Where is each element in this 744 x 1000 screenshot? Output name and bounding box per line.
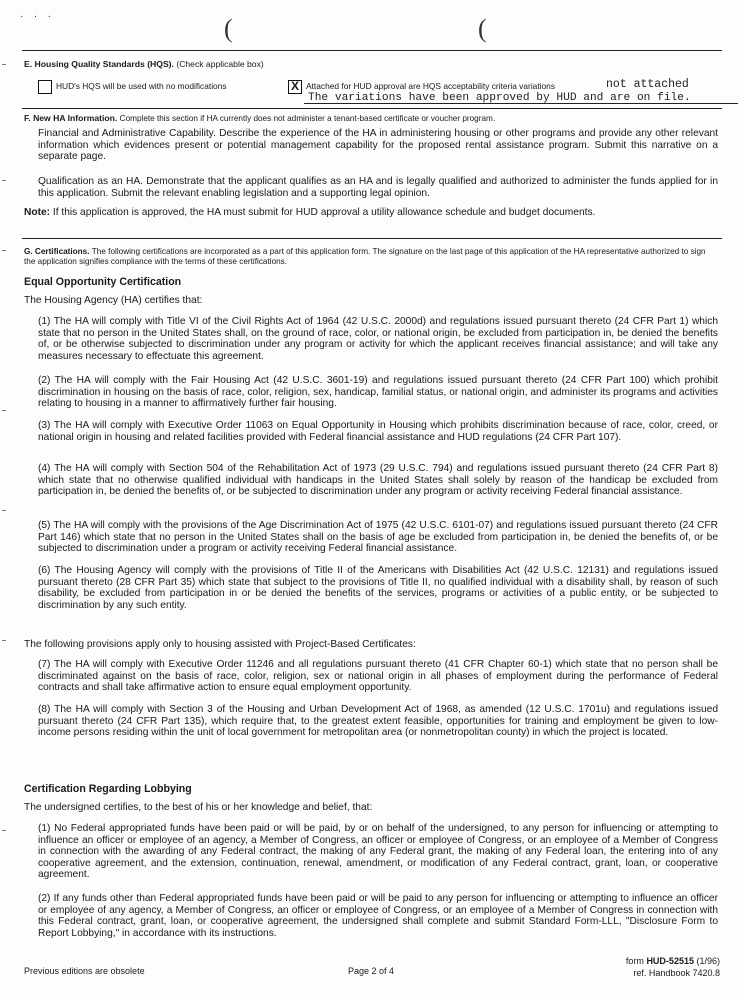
scan-artifact-paren-right: ( [478, 14, 487, 43]
scan-edge-mark [2, 410, 6, 411]
typed-not-attached: not attached [606, 78, 689, 91]
section-f-title: F. New HA Information. Complete this section if HA currently does not administer a tenant-based certificate or voucher program. [24, 113, 496, 123]
footer-form-id: form HUD-52515 (1/96) [625, 956, 720, 966]
section-e-title: E. Housing Quality Standards (HQS). (Check applicable box) [24, 59, 264, 69]
scan-edge-mark [2, 640, 6, 641]
hqs-variations-label: Attached for HUD approval are HQS acceptability criteria variations [306, 81, 556, 91]
lobbying-item-1: (1) No Federal appropriated funds have been paid or will be paid, by or on behalf of the undersigned, to any person for influencing or attempting to influence an officer or employee of an agency, a Member of Congress, an officer or employee of Congress, or an employee of a Member of Congress in connection with the awarding of any Federal contract, the making of any Federal grant, the making of any Federal loan, the entering into of any cooperative agreement, and the extension, continuation, renewal, amendment, or modification of any Federal contract, grant, loan, or cooperative agreement. [38, 823, 718, 881]
eo-item-2: (2) The HA will comply with the Fair Housing Act (42 U.S.C. 3601-19) and regulations issued pursuant thereto (24 CFR Part 100) which prohibit discrimination in housing on the basis of race, color, religion, sex, handicap, familial status, or national origin, and administer its programs and activities relating to housing in a manner to affirmatively further fair housing. [38, 375, 718, 410]
section-g-title: G. Certifications. The following certifications are incorporated as a part of this application form. The signature on the last page of this application of the HA representative authorized to sign the application signifies compliance with the terms of these certifications. [24, 247, 706, 266]
lobbying-heading: Certification Regarding Lobbying [24, 783, 192, 795]
note-paragraph [24, 207, 718, 219]
scan-edge-mark [2, 830, 6, 831]
hqs-variations-checkbox[interactable]: X [288, 80, 302, 94]
financial-capability-paragraph: Financial and Administrative Capability. Describe the experience of the HA in administering housing or other programs and provide any other relevant information which evidences present or potential management capability for the proposed rental assistance program. Submit this narrative on a separate page. [38, 128, 718, 163]
pbc-item-8: (8) The HA will comply with Section 3 of the Housing and Urban Development Act of 1968, as amended (12 U.S.C. 1701u) and regulations issued pursuant thereto (24 CFR Part 135), which require that, to the greatest extent feasible, opportunities for training and employment be given to low-income persons residing within the unit of local government for metropolitan area (or nonmetropolitan county) in which the project is located. [38, 704, 718, 739]
qualification-paragraph: Qualification as an HA. Demonstrate that the applicant qualifies as an HA and is legally qualified and authorized to administer the funds applied for in this application. Submit the relevant enabling legislation and a supporting legal opinion. [38, 176, 718, 199]
note-text: If this application is approved, the HA must submit for HUD approval a utility allowance schedule and budget documents. [52, 207, 596, 218]
equal-opportunity-intro: The Housing Agency (HA) certifies that: [24, 295, 203, 306]
footer-obsolete-note: Previous editions are obsolete [24, 966, 145, 976]
scan-edge-mark [2, 64, 6, 65]
scan-edge-mark [2, 510, 6, 511]
eo-item-6: (6) The Housing Agency will comply with the provisions of Title II of the Americans with Disabilities Act (42 U.S.C. 12131) and regulations issued pursuant thereto (28 CFR Part 35) which state that subject to the provisions of Title II, no qualified individual with a disability shall, by reason of such disability, be excluded from participation in or be denied the benefits of the services, programs or activities of a public entity, or be subjected to discrimination by any such entity. [38, 565, 718, 611]
hqs-no-modifications-checkbox[interactable] [38, 80, 52, 94]
note-label: Note: [24, 207, 51, 218]
scan-edge-mark [2, 180, 6, 181]
variations-underline [304, 103, 738, 104]
footer-page-number: Page 2 of 4 [348, 966, 395, 976]
eo-item-1: (1) The HA will comply with Title VI of the Civil Rights Act of 1964 (42 U.S.C. 2000d) and regulations issued pursuant thereto (24 CFR Part 1) which state that no person in the United States shall, on the ground of race, color, or national origin, be excluded from participation in, be denied the benefits of, or be otherwise subjected to discrimination under any program or activity for which the applicant receives financial assistance; and will take any measures necessary to effectuate this agreement. [38, 316, 718, 362]
scan-artifact-paren-left: ( [224, 14, 233, 43]
pbc-item-7: (7) The HA will comply with Executive Order 11246 and all regulations pursuant thereto (41 CFR Chapter 60-1) which state that no person shall be discriminated against on the basis of race, color, religion, sex or national origin in all phases of employment during the performance of Federal contracts and shall take affirmative action to ensure equal employment opportunity. [38, 659, 718, 694]
eo-item-4: (4) The HA will comply with Section 504 of the Rehabilitation Act of 1973 (29 U.S.C. 794) and regulations issued pursuant thereto (24 CFR Part 8) which state that no otherwise qualified individual with handicaps in the United States shall solely by reason of the handicap be excluded from participation in, be denied the benefits of, or be subjected to discrimination under any program or activity receiving Federal financial assistance. [38, 463, 718, 498]
section-e-divider [22, 108, 722, 109]
top-divider [22, 50, 722, 51]
section-f-divider [22, 238, 722, 239]
lobbying-item-2: (2) If any funds other than Federal appropriated funds have been paid or will be paid to any person for influencing or attempting to influence an officer or employee of any agency, a Member of Congress, an officer or employee of Congress, or an employee of a Member of Congress in connection with this Federal contract, grant, loan, or cooperative agreement, the undersigned shall complete and submit Standard Form-LLL, "Disclosure Form to Report Lobbying," in accordance with its instructions. [38, 893, 718, 939]
scan-artifact-dots: · · · [20, 12, 55, 23]
scan-edge-mark [2, 250, 6, 251]
eo-item-3: (3) The HA will comply with Executive Order 11063 on Equal Opportunity in Housing which prohibits discrimination because of race, color, creed, or national origin in housing and related facilities provided with Federal financial assistance and HUD regulations (24 CFR Part 107). [38, 420, 718, 443]
equal-opportunity-heading: Equal Opportunity Certification [24, 276, 182, 288]
project-based-intro: The following provisions apply only to housing assisted with Project-Based Certificates: [24, 639, 416, 650]
footer-handbook-ref: ref. Handbook 7420.8 [633, 968, 720, 978]
eo-item-5: (5) The HA will comply with the provisions of the Age Discrimination Act of 1975 (42 U.S.C. 6101-07) and regulations issued pursuant thereto (24 CFR Part 146) which state that no person in the United States shall on the basis of age be excluded from participation in, be denied the benefits of, or be subjected to discrimination under a program or activity receiving Federal financial assistance. [38, 520, 718, 555]
typed-variations-note: The variations have been approved by HUD and are on file. [308, 92, 691, 104]
lobbying-intro: The undersigned certifies, to the best of his or her knowledge and belief, that: [24, 802, 373, 813]
hqs-no-modifications-label: HUD's HQS will be used with no modifications [56, 81, 227, 91]
